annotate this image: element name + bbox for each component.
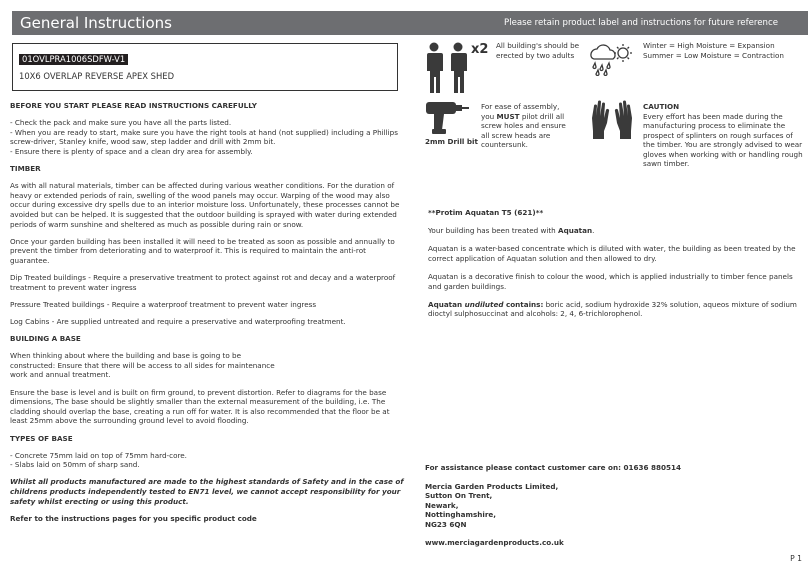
before-list: [10, 118, 406, 156]
treatment-p1-c: .: [592, 226, 595, 236]
people-text: All building's should be erected by two adults: [496, 41, 580, 60]
types-line: - Slabs laid on 50mm of sharp sand.: [10, 460, 140, 470]
address-line: Nottinghamshire,: [425, 510, 497, 520]
timber-paragraph-2: Once your garden building has been installed it will need to be treated as soon as possible and annually to prevent the timber from deteriorating and to waterproof it. This is required to maintain the anti-rot guarantee.: [10, 236, 395, 265]
treatment-p1-a: Your building has been treated with: [428, 226, 558, 236]
treatment-heading: **Protim Aquatan T5 (621)**: [428, 208, 544, 217]
address-block: [425, 482, 805, 530]
types-list: [10, 451, 406, 470]
caution-heading: CAUTION: [643, 102, 680, 111]
drill-text-must: MUST: [496, 111, 520, 121]
drill-text-b: pilot drill all screw holes and ensure all screw heads are countersunk.: [481, 111, 566, 150]
treatment-p4-b: undiluted: [464, 299, 504, 309]
log-cabins-text: Log Cabins - Are supplied untreated and require a preservative and waterproofing treatment.: [10, 316, 346, 326]
drill-icon: [424, 100, 470, 136]
website-link[interactable]: www.merciagardenproducts.co.uk: [425, 538, 564, 548]
dip-treated-text: Dip Treated buildings - Require a preservative treatment to protect against rot and decay and a waterproof treatment to prevent water ingress: [10, 273, 396, 292]
base-paragraph-2: Ensure the base is level and is built on firm ground, to prevent distortion. Refer to diagrams for the base dimensions, The base should be slightly smaller than the external measurement of the building, i.e. The cladding should overlap the base, creating a run off for water. It is also recommended that the floor be at least 25mm above the surrounding ground level to avoid flooding.: [10, 387, 390, 426]
two-people-icon: [424, 42, 470, 94]
people-count: x2: [471, 42, 489, 57]
page-title: General Instructions: [20, 14, 172, 32]
before-line: - Check the pack and make sure you have all the parts listed.: [10, 118, 232, 128]
treatment-p1: [428, 226, 802, 236]
weather-text: [643, 41, 803, 60]
treatment-p4-d: boric acid, sodium hydroxide 32% solution, aqueos mixture of sodium dioctyl sulphosuccinat and alcohols: 2, 4, 6-trichlorophenol.: [428, 299, 797, 319]
caution-block: [643, 102, 806, 169]
before-heading: BEFORE YOU START PLEASE READ INSTRUCTIONS CAREFULLY: [10, 101, 257, 110]
drill-caption: 2mm Drill bit: [425, 137, 478, 146]
treatment-p4: [428, 300, 802, 319]
treatment-p4-a: Aquatan: [428, 299, 465, 309]
treatment-p2: Aquatan is a water-based concentrate which is diluted with water, the building as been treated by the correct application of Aquatan solution and then allowed to dry.: [428, 244, 796, 263]
types-line: - Concrete 75mm laid on top of 75mm hard-core.: [10, 450, 187, 460]
care-line: For assistance please contact customer care on: 01636 880514: [425, 463, 681, 472]
address-line: NG23 6QN: [425, 519, 467, 529]
weather-icon: [587, 42, 635, 76]
treatment-p1-b: Aquatan: [558, 226, 593, 236]
base-heading: BUILDING A BASE: [10, 334, 81, 344]
header-bar: [12, 11, 808, 35]
weather-line: Winter = High Moisture = Expansion: [643, 41, 775, 50]
timber-heading: TIMBER: [10, 164, 41, 174]
contact-section: [425, 463, 805, 557]
drill-text: [481, 102, 573, 150]
before-line: - When you are ready to start, make sure you have the right tools at hand (not supplied) including a Phillips screw-driver, Stanley knife, wood saw, step ladder and drill with 2mm bit.: [10, 127, 398, 147]
timber-paragraph-1: As with all natural materials, timber can be affected during various weather conditions. For the duration of heavy or extended periods of rain, swelling of the wood panels may occur. Warping of the wood may also occur during excessive dry spells due to an interior moisture loss. Unfortunately, these processes cannot be avoided but can be helped. It is suggested that the outdoor building is sprayed with water during extended periods of warm sunshine and sheltered as much as possible during rain or snow.: [10, 181, 400, 229]
treatment-p4-c: contains:: [503, 299, 544, 309]
gloves-icon: [588, 100, 636, 146]
treatment-section: [428, 208, 802, 328]
address-line: Mercia Garden Products Limited,: [425, 481, 559, 491]
drill-text-a: For ease of assembly, you: [481, 102, 560, 121]
types-heading: TYPES OF BASE: [10, 433, 73, 443]
pressure-treated-text: Pressure Treated buildings - Require a waterproof treatment to prevent water ingress: [10, 299, 317, 309]
address-line: Newark,: [425, 500, 459, 510]
header-note: Please retain product label and instructions for future reference: [504, 18, 778, 28]
product-code: 01OVLPRA1006SDFW-V1: [19, 54, 128, 65]
page-number: P 1: [790, 554, 802, 563]
left-column: [10, 101, 406, 531]
product-name: 10X6 OVERLAP REVERSE APEX SHED: [19, 71, 175, 81]
product-box: [12, 43, 398, 91]
caution-text: Every effort has been made during the manufacturing process to eliminate the prospect of splinters on rough surfaces of the timber. You are strongly advised to wear gloves when working with or handling rough sawn timber.: [643, 111, 803, 169]
base-paragraph-1: When thinking about where the building and base is going to be constructed: Ensure that there will be access to all sides for maintenance work and annual treatment.: [10, 351, 275, 380]
safety-disclaimer: Whilst all products manufactured are made to the highest standards of Safety and in the case of childrens products independently tested to EN71 level, we cannot accept responsibility for your safety whilst erecting or using this product.: [10, 477, 404, 506]
refer-note: Refer to the instructions pages for you specific product code: [10, 513, 257, 523]
before-line: - Ensure there is plenty of space and a clean dry area for assembly.: [10, 146, 253, 156]
treatment-p3: Aquatan is a decorative finish to colour the wood, which is applied industrially to timber fence panels and garden buildings.: [428, 272, 793, 291]
weather-line: Summer = Low Moisture = Contraction: [643, 50, 784, 60]
address-line: Sutton On Trent,: [425, 491, 493, 501]
